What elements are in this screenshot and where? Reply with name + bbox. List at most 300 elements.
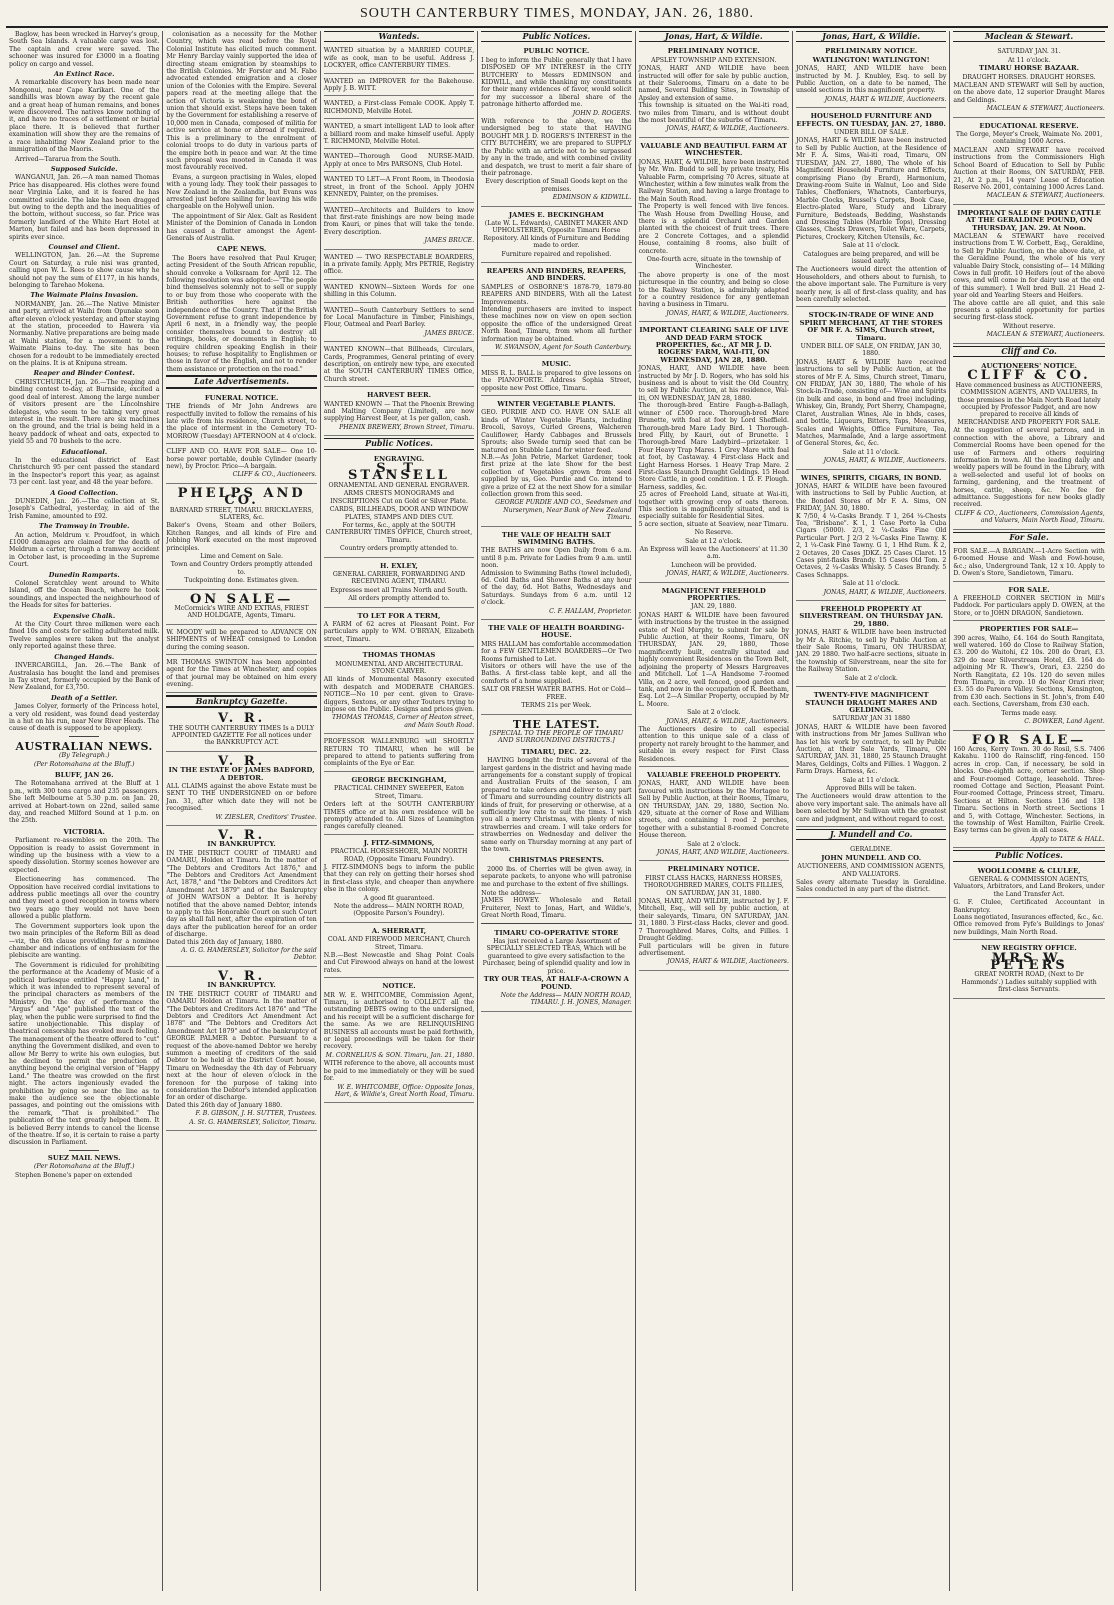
ad-title: TWENTY-FIVE MAGNIFICENT STAUNCH DRAUGHT MARES AND GELDINGS.: [805, 691, 938, 714]
advertisement: [481, 265, 631, 356]
advertisement: [639, 585, 789, 767]
section-heading: SUEZ MAIL NEWS.: [47, 1153, 121, 1162]
ad-subtitle: IN BANKRUPTCY.: [207, 981, 276, 990]
ad-title: THE VALE OF HEALTH BOARDING-HOUSE.: [488, 624, 625, 640]
article-paragraph: The Boers have resolved that Paul Kruger, acting President of the South African republic, should convoke a Volksraam for April 12. The following resolution was adopted:—"The people bind themselves solemnly not to sell or supply to or buy from those who cooperate with the British authorities here against the independence of the Country. That if the British Government refuse to grant independence by April 6 next, in a friendly way, the people consider themselves bound to destroy all writings, books, or documents in English; to require children speaking English in their houses; to refuse hospitality to Englishmen or those in favor of the English, and not to render them assistance or protection on the road.": [166, 254, 317, 373]
article-paragraph: A remarkable discovery has been made near Mongonui, near Cape Karikari. One of the sandhills was blown away by the recent gale and a great heap of human remains, and bones were discovered. The natives know nothing of it, and have no traces of a settlement or burial place there. It is believed that further examination will show they are the remains of a race inhabiting New Zealand prior to the immigration of the Maoris.: [9, 79, 160, 154]
ad-subtitle: The Gorge, Meyer's Creek, Waimate No. 2001, containing 1000 Acres.: [955, 131, 1103, 146]
wanted-ad: [324, 305, 474, 343]
ad-title: JOHN MUNDELL AND CO.: [821, 853, 922, 862]
ad-subtitle: GENERAL CARRIER, FORWARDING AND RECEIVING AGENT, TIMARU.: [332, 570, 466, 586]
ad-subtitle: IN THE ESTATE OF JAMES BADFORD, A DEBTOR.: [168, 766, 315, 782]
ad-title: FREEHOLD PROPERTY AT SILVERSTREAM. ON THURSDAY JAN. 29, 1880.: [799, 605, 943, 628]
column-1: [6, 31, 163, 1591]
advertisement: [166, 627, 316, 655]
ad-line: Every description of Small Goods kept on the premises.: [485, 178, 628, 193]
ad-body: Loans negotiated, Insurances effected, &c., &c.: [953, 914, 1104, 922]
ad-signature: Apply to TATE & HALL.: [1030, 835, 1105, 843]
wanted-ad: [324, 121, 474, 149]
ad-body: WANTED an IMPROVER for the Bakehouse. Apply J. B. WITT.: [323, 77, 475, 93]
ad-subtitle: PRACTICAL CHIMNEY SWEEPER, Eaton Street, Timaru.: [333, 785, 465, 800]
ad-subtitle: (Late W. L. Edwards), CABINET MAKER AND UPHOLSTERER, Opposite Timaru Horse Repository. All kinds of Furniture and Bedding made to order.: [483, 219, 630, 250]
advertisement: [481, 927, 631, 1012]
article-paragraph: James Colyer, formerly of the Princess hotel, a very old resident, was found dead yesterday in a hut on his run, near New River Heads. The cause of death is supposed to be apoplexy.: [9, 703, 160, 733]
column-heading: Jonas, Hart, & Wildie.: [796, 31, 946, 42]
section-heading: THE LATEST.: [512, 717, 600, 731]
article-heading: Supposed Suicide.: [50, 164, 118, 173]
ad-body: At the suggestion of several patrons, and in connection with the above, a Library and Commercial Rooms have been opened for the use of Farmers and others requiring information in town. All the leading daily and weekly papers will be found in the Library, with a well-selected and useful lot of books on farming, gardening, and the treatment of horses, cattle, sheep, &c. No fee for admittance. Suggestions for new books gladly received.: [953, 427, 1105, 509]
ad-body: JONAS, HART AND WILDIE have been instructed will offer for sale by public auction, at their Salerooms, Timaru on a date to be named, Several Building Sites, in Township of Apsley and extension of same.: [638, 65, 789, 102]
ad-title: IMPORTANT CLEARING SALE OF LIVE AND DEAD FARM STOCK PROPERTIES, &c., AT MR J. D. ROGERS' FARM, WAI-ITI, ON WEDNESDAY, JAN 28, 1880.: [639, 326, 789, 364]
advertisement: [796, 603, 946, 687]
ad-body: WANTED, a First-class Female COOK. Apply T. RICHMOND, Melville Hotel.: [323, 100, 475, 115]
ad-body: Has just received a Large Assortment of SPECIALLY SELECTED TEAS, Which will be guaranteed to give every satisfaction to the Purchaser, being of splendid quality and low in price.: [482, 938, 631, 975]
ad-subtitle: UNDER BILL OF SALE, ON FRIDAY, JAN 30, 1880.: [800, 343, 942, 358]
ad-body: PROFESSOR WALLENBURG will SHORTLY RETURN TO TIMARU, when he will be prepared to attend to patients suffering from complaints of the Eye or Ear.: [323, 738, 475, 768]
ad-title: MUSIC.: [541, 360, 571, 369]
ad-title: TIMARU HORSE BAZAAR.: [979, 64, 1080, 73]
column-4: [478, 31, 635, 1591]
ad-title: MAGNIFICENT FREEHOLD PROPERTIES.: [661, 586, 766, 603]
ad-signature: CLIFF & CO., Auctioneers.: [232, 471, 317, 479]
article-paragraph: Colonel Scratchley went around to White Island, off the Ocean Beach, where he took soundings, and inspected the neighbourhood of the Heads for sites for batteries.: [9, 580, 160, 610]
columns: [6, 31, 1108, 1591]
advertisement: [481, 398, 631, 527]
column-heading: Late Advertisements.: [166, 375, 316, 388]
ad-body: 5 acre section, situate at Seaview, near Timaru.: [638, 520, 789, 528]
ad-signature: MACLEAN & STEWART, Auctioneers.: [986, 331, 1105, 339]
dateline: TIMARU, DEC. 22.: [521, 747, 592, 756]
advertisement: [953, 546, 1104, 582]
ad-body: K 7/50, 4 ¼-Casks Brandy. T 1, 264 ¼-Chests Tea, "Brisbane". K 1, 1 Case Porto la Cuba Cigars (5000). 2/3, 2 ¼-Casks Fine Old Particular Port. J 2/3 2 ¼-Casks Fine Tawny. K 2, 1 ¼-Cask Fine Tawny. G 1, 1 Hhd Rum. K 2, 2 Octaves, 20 Cases JDKZ. 25 Cases Claret. 15 Cases pint-flasks Brandy. 15 Cases Old Tom. 2 Octaves, 2 ¼-Casks Whisky. 5 Cases Brandy. 5 Cases Schnapps.: [795, 512, 947, 579]
ad-body: A FREEHOLD CORNER SECTION in Mill's Paddock. For particulars apply D. OWEN, at the Store, or to JOHN DRAGON, Sandietown.: [953, 595, 1105, 617]
advertisement: [324, 610, 474, 648]
ad-body: Intending purchasers are invited to inspect these machines now on view on open section opposite the office of the undersigned Great North Road, Timaru, from whom all further information may be obtained.: [481, 306, 632, 343]
ad-body: JONAS, HART & WILDIE have received instructions to sell by Public Auction, at the stores of Mr F. A. Sims, Church street, Timaru, ON FRIDAY, JAN 30, 1880, The whole of his Stock-in-Trade, consisting of— Wine and Spirits (in bulk and case, in bond and free) including, Whiskey, Gin, Brandy, Port Sherry, Champagne, Claret, Australian Wines, Ale in bhds, cases, and bottle, Liqueurs, Bitters, Taps, Measures, Scales and Weights, Office Furniture, Tea, Matches, Marmalade, And a large assortment of General Stores, &c, &c.: [795, 358, 947, 448]
ad-line: All orders promptly attended to.: [348, 595, 450, 603]
advertisement: [166, 486, 316, 590]
ad-title: REAPERS AND BINDERS, REAPERS, AND BINDERS.: [486, 266, 627, 283]
article-paragraph: Arrived—Tararua from the South.: [15, 155, 121, 163]
article-paragraph: Electioneering has commenced. The Opposition have received cordial invitations to address public meetings all over the country and they meet a good reception in towns where two years ago they would not have been allowed a public platform.: [9, 876, 160, 921]
article-paragraph: Parliament re-assembles on the 20th. The Opposition is ready to assist Government in winding up the business with a view to a speedy dissolution. Stormy scenes however are expected.: [9, 837, 160, 874]
divider: [69, 1150, 99, 1151]
ad-body: MR W. E. WHITCOMBE, Commission Agent, Timaru, is authorised to COLLECT all the outstanding DEBTS owing to the undersigned, and his receipt will be a sufficient discharge for the same. As we are RELINQUISHING BUSINESS all accounts must be paid forthwith, or legal proceedings will be taken for their recovery.: [323, 991, 475, 1051]
wanted-ad: [324, 252, 474, 280]
column-heading: Jonas, Hart, & Wildie.: [639, 31, 789, 42]
ad-body: MACLEAN AND STEWART have received instructions from the Commissioners High School Board of Education to Sell by Public Auction at their Rooms, ON SATURDAY, FEB. 21, At 2 p.m., 14 years' Lease of Education Reserve No. 2001, containing 1000 Acres Land.: [953, 146, 1105, 191]
ad-body: JONAS, HART, AND WILDIE have been instructed by Mr J. D. Rogers, who has sold his business and is about to visit the Old Country, to sell by Public Auction, at his residence, Wai-iti, ON WEDNESDAY, JAN 28, 1880.: [638, 365, 789, 402]
article-paragraph: CHRISTCHURCH, Jan. 26.—The reaping and binding contest to-day, at Burnside, excited a good deal of interest. Among the large number of visitors present are the Lincolnshire delegates, who seem to be taking very great interest in the result. There are six machines on the ground, and the trial is being held in a heavy paddock of wheat and oats, expected to yield 55 and 70 bushels to the acre.: [9, 378, 160, 446]
advertisement: [953, 360, 1104, 530]
ad-body: WANTED KNOWN — That the Phoenix Brewing and Malting Company (Limited), are now supplying Harvest Beer, at 1s per gallon, cash.: [323, 400, 475, 423]
article-paragraph: At the City Court three milkmen were each fined 10s and costs for selling adulterated milk. Twelve samples were taken but the analyst only reported against these three.: [9, 621, 160, 651]
ad-title: FOR SALE—: [971, 732, 1087, 748]
ad-title: NOTICE.: [382, 982, 416, 991]
ad-body: FOR SALE.—A BARGAIN.—1-Acre Section with 6-roomed House and Wash and Fowl-house, &c.; also, Underground Tank, 12 x 10. Apply to D. Owen's Store, Sandietown, Timaru.: [953, 547, 1105, 578]
ad-body: JONAS, HART & WILDIE have been instructed by Mr A. Ritchie, to sell by Public Auction at their Sale Rooms, Timaru, ON THURSDAY, JAN. 29 1880. Two half-acre sections, situate in the township of Silverstream, near the site for the Railway Station.: [795, 629, 947, 674]
advertisement: [796, 843, 946, 897]
section-heading: AUSTRALIAN NEWS.: [15, 739, 153, 753]
column-heading: Wanteds.: [324, 31, 474, 42]
ad-title: THOMAS THOMAS: [362, 651, 436, 660]
ad-title: H. EXLEY,: [380, 561, 418, 570]
ad-signature: JAMES HOWEY. Wholesale and Retail Fruiterer, Next to Jonas, Hart, and Wildie's, Great North Road, Timaru.: [481, 897, 632, 920]
ad-signature: Note the Address— MAIN NORTH ROAD, TIMARU. J. H. JONES, Manager.: [500, 991, 632, 1007]
article-heading: Counsel and Client.: [48, 242, 120, 251]
advertisement: [796, 110, 946, 307]
ad-title: FUNERAL NOTICE.: [204, 393, 279, 402]
advertisement: [639, 863, 789, 970]
ad-body: WANTED KNOWN—Sixteen Words for one shilling in this Column.: [323, 283, 475, 299]
ad-body: WITH reference to the above, all accounts must be paid to me immediately or they will be sued for.: [323, 1060, 475, 1083]
advertisement: [796, 45, 946, 108]
advertisement: [166, 446, 316, 484]
ad-title: TO LET FOR A TERM,: [357, 611, 441, 620]
ad-line: TRY OUR TEAS, AT HALF-A-CROWN A POUND.: [483, 975, 629, 991]
ad-body: JONAS, HART & WILDIE have been favoured with instructions to Sell by Public Auction, at the Bonded Stores of Mr F. A. Sims, ON FRIDAY, JAN. 30, 1880.: [795, 482, 947, 513]
ad-subtitle: IN BANKRUPTCY.: [207, 840, 276, 849]
ad-body: WANTED TO LET—A Front Room, in Theodosia street, in front of the School. Apply JOHN KENNEDY, Painter, on the premises.: [323, 176, 475, 199]
ad-date: Dated this 26th day of January 1880.: [166, 1101, 283, 1109]
column-heading: Public Notices.: [324, 438, 474, 449]
ad-line: Sale at 11 o'clock.: [842, 776, 900, 784]
ad-name: MRS W. PETERS: [990, 950, 1068, 974]
ad-signature: GEORGE PURDIE AND CO., Seedsmen and Nurserymen, Near Bank of New Zealand Timaru.: [495, 499, 632, 522]
ad-body: JONAS, HART, & WILDIE, have been instructed by Mr. Wm. Budd to sell by private treaty, His Valuable Farm, comprising 70 Acres, situate at Winchester, within a few minutes walk from the Railway Station, and having a large frontage to the Main South Road.: [638, 158, 789, 203]
wanted-ad: [324, 45, 474, 73]
wanted-ad: [324, 151, 474, 172]
ad-subtitle: ORNAMENTAL AND GENERAL ENGRAVER.: [328, 481, 470, 489]
ad-title: J. FITZ-SIMMONS,: [363, 838, 435, 847]
dateline: BLUFF, JAN 26.: [54, 770, 114, 779]
advertisement: [324, 980, 474, 1103]
section-heading: VICTORIA.: [63, 827, 105, 836]
column-7: [950, 31, 1107, 1591]
advertisement: [953, 733, 1104, 849]
advertisement: [324, 774, 474, 835]
ad-title: WINES, SPIRITS, CIGARS, IN BOND.: [800, 473, 942, 482]
ad-subtitle: SATURDAY JAN. 31.: [997, 48, 1061, 56]
ad-signature: W. ZIESLER, Creditors' Trustee.: [215, 813, 317, 821]
ad-body: The Auctioneers desire to call especial attention to this unique sale of a class of property not rarely brought to the hammer, and suitable in every respect for First Class Residences.: [638, 725, 789, 763]
ad-body: J. FITZ-SIMMONS begs to inform the public that they can rely on getting their horses shod in first-class style, and cheaper than anywhere else in the colony.: [323, 863, 475, 894]
ad-line: Town and Country Orders promptly attended to.: [170, 561, 313, 576]
ad-title: EDUCATIONAL RESERVE.: [979, 121, 1079, 130]
ad-body: The Property is well fenced with live fences. The Wash House from Dwelling House, and there is a splendid Orchard and Garden planted with the choicest of fruit trees. There are 2 Concrete Cottages, and a splendid House, containing 8 rooms, also built of concrete.: [638, 203, 789, 255]
ad-body: WANTED, a smart intelligent LAD to look after a billiard room and make himself useful. Apply T. RICHMOND, Melville Hotel.: [323, 123, 475, 146]
ad-subtitle: AUCTIONEERS, AND COMMISSION AGENTS, AND VALUATORS.: [797, 863, 945, 878]
ad-date: Dated this 26th day of January, 1880.: [166, 938, 284, 946]
ad-signature: EDMINSON & KIDWILL.: [552, 194, 632, 202]
ad-body: WANTED—Thorough Good NURSE-MAID. Apply at once to Mrs PARSONS, Club Hotel.: [323, 153, 475, 168]
ad-title: V. R.: [217, 968, 266, 984]
article-paragraph: INVERCARGILL, Jan. 26.—The Bank of Australasia has bought the land and premises in Tay street, formerly occupied by the Bank of New Zealand, for £3,750.: [9, 662, 160, 692]
ad-body: W. MOODY will be prepared to ADVANCE ON SHIPMENTS of WHEAT consigned to London during the coming season.: [166, 628, 317, 651]
ad-title: THE VALE OF HEALTH SALT SWIMMING BATHS.: [501, 530, 611, 546]
ad-signature: JAMES BRUCE.: [424, 237, 475, 245]
ad-body: JONAS, HART, AND WILDIE have been instructed by M. J. Knubley, Esq. to sell by Public Auction, on a date to be named, The unsold sections in this magnificent property.: [795, 65, 947, 95]
article-heading: Educational.: [61, 447, 108, 456]
ad-line: CARDS, BILLHEADS, DOOR AND WINDOW PLATES, STAMPS AND DIES CUT.: [329, 506, 469, 521]
ad-line: Country orders promptly attended to.: [339, 545, 459, 553]
advertisement: [324, 736, 474, 772]
advertisement: [481, 358, 631, 396]
ad-subtitle: COAL AND FIREWOOD MERCHANT, Church Street, Timaru.: [327, 936, 471, 951]
wanted-ad: [324, 389, 474, 436]
ad-name: CLIFF & CO.: [967, 368, 1091, 384]
ad-line: Catalogues are being prepared, and will be issued early.: [803, 250, 940, 265]
ad-line: TERMS 21s per Week.: [521, 702, 592, 710]
article-heading: Expensive Chalk.: [53, 611, 116, 620]
ad-body: ALL CLAIMS against the above Estate must be SENT TO THE UNDERSIGNED on or before Jan. 31, after which date they will not be recognised.: [166, 782, 317, 813]
advertisement: [166, 754, 316, 826]
article-paragraph: Evans, a surgeon practising in Wales, eloped with a young lady. They took their passages to New Zealand in the Zealandia, but Evans was arrested just before sailing for leaving his wife chargeable on the Holywell union.: [166, 173, 317, 211]
ad-body: MRS HALLAM has comfortable accommodation for a FEW GENTLEMEN BOARDERS—Or Two Rooms furnished to Let.: [481, 640, 632, 663]
ad-line: Terms made easy.: [1001, 709, 1057, 717]
article-heading: An Extinct Race.: [53, 70, 115, 79]
ad-body: 390 acres, Waiho, £4. 164 do South Rangitata, well watered. 160 do Close to Railway Station, £3. 200 do Waitohi, £2 10s. 200 do Orari, £3. 329 do near Silverstream Hotel, £8. 164 do adjoining Mr R. Thew's, Orari, £3. 2250 do North Rangitata, £2 10s. 120 do seven miles from Timaru, in crop. 10 do Near Orari river, £3. 55 do Pareora Valley. Sections, Kensington, from £30 each. Sections in St. John's, from £40 each. Sections, Caversham, from £30 each.: [953, 634, 1105, 709]
article-paragraph: The Government is ridiculed for prohibiting the performance at the Academy of Music of a political burlesque entitled "Happy Land," in which it was intended to represent several of the principal characters as members of the Ministry. On the day of performance the "Argus" and "Age" published the text of the play, when the public were surprised to find the satire unobjectionable. This display of theatrical censorship has evoked much feeling. The management of the theatre offered to "cut" anything the Government disliked, and even to allow Mr Berry to write his own eulogies, but he declined to permit the production of anything beyond the original version of "Happy Land." The theatre was crowded on the first night. The actors ingeniously evaded the prohibition by going so near the line as to make the audience see the objectionable passages, and pointing out the omissions with the remark, "That is prohibited." The publication of the text greatly helped them. It is believed Berry intends to cancel the license of the theatre. If so, it is certain to raise a party discussion in Parliament.: [9, 961, 160, 1147]
ad-signature: MACLEAN & STEWART, Auctioneers.: [986, 105, 1105, 113]
ad-body: SAMPLES of OSBORNE'S 1878-79, 1879-80 REAPERS AND BINDERS, With all the Latest Improvements.: [481, 283, 632, 306]
wanted-ad: [324, 76, 474, 97]
ad-signature: JONAS, HART, & WILDIE, Auctioneers.: [823, 457, 947, 465]
ad-line: Luncheon will be provided.: [671, 561, 757, 569]
ad-signature: JONAS, HART, AND WILDIE, Auctioneers.: [656, 849, 789, 857]
ad-body: G. F. Clulee, Certificated Accountant in Bankruptcy.: [953, 899, 1105, 914]
ad-title: PRELIMINARY NOTICE.: [667, 865, 760, 874]
ad-title: PRELIMINARY NOTICE.: [667, 47, 760, 56]
ad-body: JONAS, HART, AND WILDIE have been favoured with instructions by the Mortagee to Sell by Public Auction, at their Rooms, Timaru, ON THURSDAY, JAN. 29, 1880, Section No. 429, situate at the corner of Rose and William streets, and containing 1 rood 2 perches, together with a substantial 8-roomed Concrete House thereon.: [638, 780, 789, 840]
ad-signature: C. BOWKER, Land Agent.: [1024, 718, 1105, 726]
ad-subtitle: SATURDAY JAN 31 1880: [832, 715, 910, 723]
ad-title: A. SHERRATT,: [371, 926, 427, 935]
article-paragraph: The appointment of Sir Alex. Galt as Resident Minister of the Dominion of Canada in London has caused a flutter amongst the Agent-Generals of Australia.: [166, 212, 317, 242]
ad-signature: W. E. WHITCOMBE, Office: Opposite Jonas, Hart, & Wildie's, Great North Road, Timaru.: [334, 1083, 475, 1098]
ad-line: Lime and Cement on Sale.: [200, 553, 283, 560]
ad-body: The above cattle are all quiet, and this sale presents a splendid opportunity for parties securing first-class stock.: [953, 299, 1105, 322]
divider: [69, 736, 99, 737]
advertisement: [324, 453, 474, 558]
ad-line: Sale at 12 o'clock.: [685, 537, 743, 545]
section-heading: CHRISTMAS PRESENTS.: [508, 856, 604, 865]
article-heading: A Good Collection.: [50, 488, 119, 497]
ad-signature: JONAS, HART, & WILDIE, Auctioneers.: [666, 717, 789, 725]
advertisement: [639, 769, 789, 861]
ad-body: WANTED — TWO RESPECTABLE BOARDERS, in a private family. Apply, Mrs PETRIE, Registry office.: [323, 253, 475, 276]
ad-body: The Auctioneers would draw attention to the above very important sale. The animals have all been selected by Mr Sullivan with the greatest care and judgment, and without regard to cost.: [795, 793, 947, 823]
advertisement: [953, 865, 1104, 941]
advertisement: [324, 925, 474, 978]
ad-title: STOCK-IN-TRADE OF WINE AND SPIRIT MERCHANT, AT THE STORES OF MR F. A. SIMS, Church street, Timaru.: [799, 311, 943, 342]
ad-body: Have commenced business as AUCTIONEERS, COMMISSION AGENTS, AND VALUERS, In those premises in the Main North Road lately occupied by Professor Padget, and are now prepared to receive all kinds of MERCHANDISE AND PROPERTY FOR SALE.: [955, 381, 1103, 426]
ad-body: Baker's Ovens, Steam and other Boilers, Kitchen Ranges, and all kinds of Fire and Jobbing Work executed on the most improved principles.: [166, 522, 317, 552]
ad-title: V. R.: [217, 753, 266, 769]
divider: [481, 923, 631, 924]
ad-line: Sale at 11 o'clock.: [842, 448, 900, 456]
ad-body: MR THOMAS SWINTON has been appointed agent for the Times at Winchester, and copies of that journal may be obtained on him every evening.: [166, 659, 317, 689]
advertisement: [796, 309, 946, 469]
article-paragraph: The Rotomahana arrived at the Bluff at 1 p.m., with 300 tons cargo and 235 passengers. She left Melbourne at 5.30 p.m. on Jan. 20, arrived at Hobart-town on 22nd, sailed same day, and reached Milford Sound at 1 p.m. on the 25th.: [9, 780, 160, 825]
ad-subtitle: PRACTICAL HORSESHOER, MAIN NORTH ROAD, (Opposite Timaru Foundry).: [330, 848, 468, 863]
ad-title: FOR SALE.: [1008, 585, 1050, 594]
advertisement: [796, 472, 946, 602]
ad-line: A good fit guaranteed.: [363, 894, 435, 902]
advertisement: [166, 392, 316, 444]
ad-signature: JONAS, HART, & WILDIE, Auctioneers.: [666, 125, 789, 133]
ad-title: VALUABLE AND BEAUTIFUL FARM AT WINCHESTER.: [640, 141, 788, 158]
ad-subtitle: WATLINGTON! WATLINGTON!: [812, 55, 930, 64]
ad-body: JONAS, HART, AND WILDIE, instructed by J. F. Mitchell, Esq., will sell by public auction, at their saleyards, Timaru, ON SATURDAY, JAN. 31, 1880. 3 First-class Hacks, clever and good. 7 Thoroughbred Mares, Colts, and Fillies. 1 Draught Gelding.: [638, 898, 789, 943]
ad-body: Admission to Swimming Baths (towel included), 6d. Cold Baths and Shower Baths at any hour of the day, 6d. Hot Baths, Wednesdays and Saturdays. Sundays from 6 a.m. until 12 o'clock.: [481, 569, 632, 607]
ad-signature: CLIFF & CO., Auctioneers, Commission Agents, and Valuers, Main North Road, Timaru.: [954, 509, 1105, 525]
column-heading: Public Notices.: [481, 31, 631, 42]
article-paragraph: NORMANBY, Jan. 26.—The Native Minister and party, arrived at Waihi from Opunake soon after eleven o'clock yesterday, and after staying at the station, proceeded to Hawera via Normanby. Native preparations are being made at Waihi station, for a movement to the Waimate Plains to-day. The site has been chosen for a redoubt to be immediately erected on the plains. It is at Knipuna stream.: [9, 300, 160, 368]
ad-body: IN THE DISTRICT COURT of TIMARU and OAMARU Holden at Timaru. In the matter of "The Debtors and Creditors Act 1876" and "The Debtors and Creditors Act Amendment Act 1878" and "The Debtors and Creditors Act Amendment Act 1879" and of the bankruptcy of GEORGE PALMER a Debtor. Pursuant to a request of the above-named Debtor we hereby summon a meeting of creditors of the said Debtor to be held at the District Court house, Timaru on Wednesday the 4th day of February next at the hour of eleven o'clock in the forenoon for the purpose of taking into consideration the Debtor's intended application for an order of discharge.: [166, 990, 317, 1102]
ad-title: GEORGE BECKINGHAM,: [351, 775, 447, 784]
column-3: [321, 31, 478, 1591]
ad-title: TIMARU CO-OPERATIVE STORE: [494, 928, 619, 937]
column-heading: Bankruptcy Gazette.: [166, 695, 316, 708]
advertisement: [953, 45, 1104, 117]
advertisement: [953, 120, 1104, 205]
ad-body: Office removed from Fyfe's Buildings to Jonas' new buildings, Main North Road.: [953, 921, 1105, 936]
ad-subtitle: DRAUGHT HORSES. DRAUGHT HORSES.: [962, 73, 1096, 81]
article-paragraph: WANGANUI, Jan. 26.—A man named Thomas Price has disappeared. His clothes were found near Virginia Lake, and it is feared he has committed suicide. The lake has been dragged but owing to the depth and the inequalities of the bottom, without success, so far. Price was formerly landlord of the White Hart Hotel at Marton, but failed and has been depressed in spirits ever since.: [9, 174, 160, 241]
ad-signature: JONAS, HART, & WILDIE, Auctioneers.: [666, 570, 789, 578]
ad-body: Full particulars will be given in future advertisement.: [638, 942, 789, 957]
ad-body: Sales every alternate Tuesday in Geraldine. Sales conducted in any part of the district.: [795, 879, 947, 894]
article-paragraph: In the educational district of East Christchurch 95 per cent passed the standard in the Inspector's report this year, as against 73 per cent. last year, and 48 the year before.: [9, 456, 160, 487]
section-heading: CAPE NEWS.: [216, 245, 267, 254]
column-heading: J. Mundell and Co.: [796, 829, 946, 840]
ad-title: JAMES E. BECKINGHAM: [508, 210, 604, 219]
ad-signature: JONAS, HART, & WILDIE, Auctioneers.: [666, 309, 789, 317]
ad-subtitle: GERALDINE.: [850, 846, 893, 854]
ad-line: For terms, &c., apply at the SOUTH CANTERBURY TIMES OFFICE, Church street, Timaru.: [325, 521, 473, 544]
section-subheading: (Per Rotomahana at the Bluff.): [33, 1162, 135, 1171]
advertisement: [953, 942, 1104, 998]
article-heading: The Tramway in Trouble.: [38, 522, 130, 531]
ad-body: The above property is one of the most picturesque in the country, and being so close to the Railway Station, is admirably adapted for a country residence for any gentleman having a business in Timaru.: [638, 271, 789, 309]
ad-body: JONAS, HART & WILDIE have been favored with instructions from Mr James Sullivan who has let his work by contract, to sell by Public Auction, at their Sale Yards, Timaru, ON SATURDAY, JAN. 31, 1880, 25 Staunch Draught Mares, Geldings, Colts and Fillies. 1 Waggon. 2 Farm Drays. Harness, &c.: [795, 723, 947, 776]
article-paragraph: The Government supporters look upon the two main principles of the Reform Bill as dead—viz, the 6th clause providing for a nominee chamber and indications of enthusiasm for the plebiscite are wanting.: [9, 922, 160, 960]
ad-signature: JAMES BRUCE.: [424, 329, 475, 337]
ad-body: MISS R. L. BALL is prepared to give lessons on the PIANOFORTE. Address Sophia Street, opposite new Post Office, Timaru.: [481, 369, 632, 392]
ad-title: VALUABLE FREEHOLD PROPERTY.: [646, 770, 781, 779]
ad-line: Expresses meet all Trains North and South.: [330, 586, 468, 594]
column-heading: Maclean & Stewart.: [953, 31, 1104, 42]
section-subheading: (Per Rotomahana at the Bluff.): [33, 759, 135, 768]
advertisement: [324, 837, 474, 923]
ad-body: JONAS, HART & WILDIE have been instructed to Sell by Public Auction, at the Residence of Mr F. A. Sims, Wai-iti road, Timaru, ON TUESDAY, JAN. 27, 1880, The whole of his Magnificent Household Furniture and Effects, comprising Piano (by Erard), Harmonium, Drawing-room Suite in Walnut, Loo and Side Tables, Cheffoniers, Whatnots, Canterburys, Marble Clocks, Brussel's Carpets, Book Case, Electro-plated Ware, Study and Library Furniture, Bedsteads, Bedding, Washstands and Dressing Tables (Marble Tops), Dressing Glasses, Chests Drawers, Toilet Ware, Carpets, Pictures, Crockery, Kitchen Utensils, &c.: [795, 137, 947, 241]
advertisement: [481, 529, 631, 620]
ad-subtitle: UNDER BILL OF SALE.: [833, 129, 909, 137]
ad-title: ON SALE—: [189, 591, 294, 607]
ad-line: SALT OR FRESH WATER BATHS. Hot or Cold—FREE.: [481, 686, 632, 701]
ad-body: MACLEAN AND STEWART will Sell by auction, on the above date, 12 superior Draught Mares and Geldings.: [953, 82, 1105, 104]
article-paragraph: HAVING bought the fruits of several of the largest gardens in the district and having made arrangements for a constant supply of tropical and Australian Fruits of the season, I am prepared to take orders and deliver to any part of Timaru and surrounding country districts all kinds of fruit, for preserving or otherwise, at a sufficiently low rate to suit the times. I wish you all a merry Christmas, with plenty of nice strawberries and cream. I will take orders for strawberries on Wednesday and deliver the same early on Thursday morning at any part of the town.: [481, 757, 632, 853]
ad-title: HOUSEHOLD FURNITURE AND EFFECTS. ON TUESDAY, JAN. 27, 1880.: [796, 112, 946, 128]
ad-signature: C. F. HALLAM, Proprietor.: [549, 607, 632, 615]
ad-body: WANTED KNOWN—that Billheads, Circulars, Cards, Programmes, General printing of every description, on entirely new type, are executed at the SOUTH CANTERBURY TIMES Office, Church street.: [323, 346, 475, 383]
section-subheading: [SPECIAL TO THE PEOPLE OF TIMARU AND SURROUNDING DISTRICTS.]: [489, 728, 624, 745]
ad-signature: PHENIX BREWERY, Brown Street, Timaru.: [339, 423, 475, 431]
ad-signature: M. CORNELIUS & SON. Timaru, Jan. 21, 1880.: [325, 1051, 475, 1059]
column-2: [163, 31, 320, 1591]
advertisement: [166, 711, 316, 752]
ad-line: Note the address— MAIN NORTH ROAD, (Opposite Parson's Foundry).: [333, 902, 465, 918]
ad-body: McCormick's WIRE AND EXTRAS, FRIEST AND HOLDGATE, Agents, Timaru.: [174, 605, 309, 620]
ad-body: This township is situated on the Wai-iti road, two miles from Timaru, and is without doubt the most beautiful of the suburbs of Timaru.: [638, 102, 789, 125]
ad-subtitle: GENERAL & COMMISSION AGENTS, Valuators, Arbitrators, and Land Brokers, under the Land Transfer Act.: [953, 876, 1105, 898]
ad-body: N.B.—Best Newcastle and Shag Point Coals and Cut Firewood always on hand at the lowest rates.: [323, 952, 475, 974]
ad-line: Sale at 2 o'clock.: [687, 709, 741, 717]
ad-line: Sale at 11 o'clock.: [842, 580, 900, 588]
ad-line: One-fourth acre, situate in the township of Winchester.: [646, 255, 781, 271]
wanted-ad: [324, 205, 474, 250]
wanted-ad: [324, 98, 474, 119]
advertisement: [481, 622, 631, 714]
ad-body: 160 Acres, Kerry Town. 30 do Rosil, S.S. 7406 Kakahu. 1100 do Rainscliff, ring-fenced. 150 acres in crop. Can, if necessary, be sold in blocks. One-eighth acre, corner section. Shop and Four-roomed Cottage, leasehold. Three-roomed Cottage and Section, Pleasant Point. Four-roomed Cottage, Princess street, Timaru. Sections at Hilton. Sections 136 and 138 Timaru. Sections in North street. Sections 1 and 5, with Cottage, Winchester. Sections, in the township of West Hamilton, Fairlie Creek. Easy terms can be given in all cases.: [953, 745, 1105, 835]
ad-body: WANTED—Architects and Builders to know that first-rate finishings are now being made from Kauri, or pines that will take the tende. Every description.: [323, 206, 475, 236]
ad-signature: F. B. GIBSON, J. H. SUTTER, Trustees.: [195, 1110, 317, 1118]
ad-line: No Reserve.: [694, 529, 733, 537]
ad-body: WANTED—South Canterbury Settlers to send for Local Manufacture in Timber, Finishings, Flour, Oatmeal and Pearl Barley.: [323, 306, 475, 329]
ad-body: JONAS HART & WILDIE have been favoured with instructions by the trustee in the assigned estate of Neil Murphy, to submit for sale by Public Auction, at their Rooms, Timaru, ON THURSDAY, JAN. 29, 1880, Those magnificently built, centrally situated and highly convenient Residences on the Town Belt, adjoining the property of Messrs Hargreaves and Mitchell. Lot 1—A Handsome 7-roomed Villa, on 2 acre, well fenced, good garden and tank, and now in the occupation of R. Beetham, Esq. Lot 2—A Similar Property, occupied by Mr L. Moore.: [638, 611, 789, 708]
ad-body: With reference to the above, we the undersigned beg to state that HAVING BOUGHT MR J. D. ROGERS'S INTEREST in the CITY BUTCHERY, we are prepared to SUPPLY the Public with an article not to be surpassed by any in the trade, and with combined civility and despatch, we trust to merit a fair share of their patronage.: [481, 118, 632, 177]
advertisement: [481, 45, 631, 206]
ad-body: N.B.—As John Petrie, Market Gardener, took first prize at the late Show for the best collection of Vegetables grown from seed supplied by us, Geo. Purdie and Co. intend to give a prize of £2 at the next Show for a similar collection grown from this seed.: [481, 453, 632, 498]
ad-body: GREAT NORTH ROAD, (Next to Dr Hammonds'.) Ladies suitably supplied with first-class Servants.: [961, 971, 1097, 994]
article-paragraph: WELLINGTON, Jan. 26.—At the Supreme Court on Saturday, a rule nisi was granted, calling upon W. L. Rees to show cause why he should not pay the sum of £1177, in his hands, belonging to Tarehao Mokena.: [9, 252, 160, 289]
ad-body: A FARM of 62 acres at Pleasant Point. For particulars apply to WM. O'BRYAN, Elizabeth street, Timaru.: [323, 620, 475, 643]
article-heading: Death of a Settler.: [51, 693, 118, 702]
article-heading: The Waimate Plains Invasion.: [30, 291, 139, 300]
article-heading: Reaper and Binder Contest.: [33, 369, 135, 378]
column-heading: For Sale.: [953, 532, 1104, 543]
ad-line: Sale at 2 o'clock.: [844, 674, 898, 682]
ad-line: Approved Bills will be taken.: [826, 784, 917, 792]
article-paragraph: colonisation as a necessity for the Mother Country, which was read before the Royal Colonial Institute has elicited much comment. Mr Henry Barclay vainly supported the idea of directing steam emigration by steamships to the British Colonies. Mr Forster and M. Fabo advocated extended emigration and a closer union of the Colonies with the Empire. Several papers read at the meeting allege that the action of Victoria is weakening the bond of union that should exist. Steps have been taken by the Government for establishing a reserve of 10,000 men in Canada, composed of militia for active service at home or abroad if required. This is a preliminary to the enrolment of colonial troops to do duty in various parts of the empire both in peace and war. At the time such proposal was mooted in Canada it was most favourably received.: [166, 31, 317, 172]
ad-title: PHELPS AND CO.: [177, 485, 306, 509]
ad-signature: JONAS, HART & WILDIE, Auctioneers.: [667, 958, 789, 966]
ad-body: GEO. PURDIE AND CO. HAVE ON SALE all kinds of Winter Vegetable Plants, including Brocoli, Savoys, Curled Greens, Walcheren Cauliflower, Hardy Cabbages and Brussels Sprouts; also Swede turnip seed that can be matured on Stubble Land for winter feed.: [481, 409, 632, 454]
ad-title: V. R.: [217, 711, 266, 727]
ad-signature: MACLEAN & STEWART, Auctioneers.: [986, 192, 1105, 200]
ad-title: PRELIMINARY NOTICE.: [825, 47, 918, 56]
ad-title: PROPERTIES FOR SALE—: [979, 625, 1079, 634]
advertisement: [639, 140, 789, 322]
ad-title: NEW REGISTRY OFFICE.: [981, 944, 1077, 953]
advertisement: [953, 584, 1104, 622]
ad-subtitle: BARNARD STREET, TIMARU. BRICKLAYERS, SLATERS, &c.: [169, 506, 314, 521]
advertisement: [639, 45, 789, 137]
article-paragraph: Baglow, has been wrecked in Harvey's group, South Sea Islands. A valuable cargo was lost. The captain and crew were saved. The schooner was insured for £3000 in a floating policy on cargo and vessel.: [9, 31, 160, 68]
ad-body: THE SOUTH CANTERBURY TIMES Is a DULY APPOINTED GAZETTE For all notices under the BANKRUPTCY ACT.: [169, 724, 315, 747]
ad-body: IN THE DISTRICT COURT of TIMARU and OAMARU, Holden at Timaru. In the matter of "The Debtors and Creditors Act 1876," and "The Debtors and Creditors Act Amendment Act, 1878," and "the Debtors and Creditors Act Amendment Act 1879" and of the Bankruptcy of JOHN WATSON a Debtor. It is hereby notified that the above named Debtor, intends to apply to this Honorable Court on such Court day as shall fall next, after the expiration of ten days after the publication hereof for an order of discharge.: [166, 849, 317, 939]
ad-title: WINTER VEGETABLE PLANTS.: [497, 400, 616, 409]
article-paragraph: An action, Meldrum v. Proudfoot, in which £1000 damages are claimed for the death of Meldrum a carter, through a tramway accident in October last, is proceeding in the Supreme Court.: [9, 531, 160, 569]
ad-signature: JONAS, HART, & WILDIE, Auctioneers.: [823, 588, 947, 596]
ad-title: V. R.: [217, 827, 266, 843]
ad-title: AUCTIONEERS' NOTICE.: [981, 362, 1077, 371]
ad-body: 25 acres of Freehold Land, situate at Wai-iti, together with growing crop of oats thereon. This section is magnificently situated, and is especially suitable for Residential Sites.: [638, 491, 789, 521]
advertisement: [953, 623, 1104, 730]
advertisement: [481, 209, 631, 263]
ad-title: HARVEST BEER.: [366, 391, 431, 400]
